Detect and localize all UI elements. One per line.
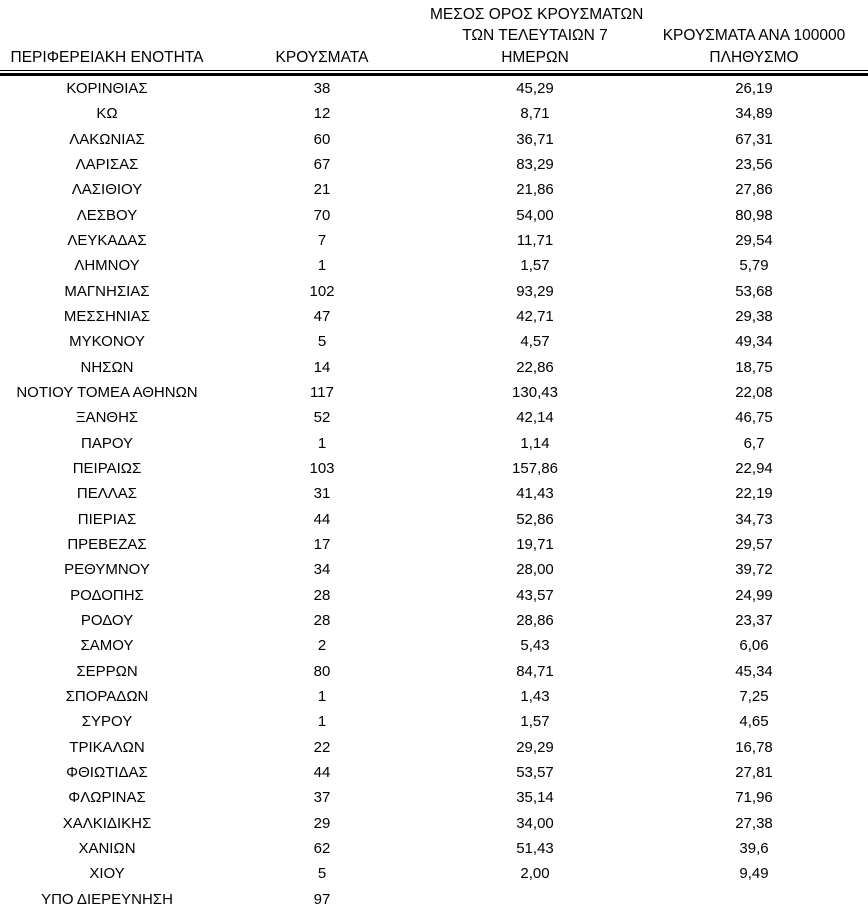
cases-cell: 28 [313,611,331,629]
cases-cell: 28 [313,586,331,604]
region-cell: ΠΙΕΡΙΑΣ [77,510,137,528]
table-row [0,735,868,760]
table-row [0,405,868,430]
region-cell: ΧΙΟΥ [89,865,125,883]
region-cell: ΛΕΣΒΟΥ [76,206,138,224]
per-100k-cell: 27,86 [735,181,773,199]
cases-cell: 34 [313,561,331,579]
7day-average-cell: 19,71 [516,535,554,553]
region-cell: ΛΗΜΝΟΥ [74,257,140,275]
7day-average-cell: 43,57 [516,586,554,604]
per-100k-cell: 9,49 [739,865,769,883]
region-cell: ΛΑΚΩΝΙΑΣ [69,130,145,148]
table-row [0,355,868,380]
per-100k-cell: 45,34 [735,662,773,680]
table-row [0,836,868,861]
table-row [0,304,868,329]
7day-average-cell: 52,86 [516,510,554,528]
cases-cell: 12 [313,105,331,123]
table-row [0,279,868,304]
region-cell: ΦΛΩΡΙΝΑΣ [68,789,146,807]
table-row [0,659,868,684]
table-row [0,633,868,658]
cases-cell: 38 [313,80,331,97]
region-cell: ΝΟΤΙΟΥ ΤΟΜΕΑ ΑΘΗΝΩΝ [16,383,198,401]
column-header-per-100k-line1: ΚΡΟΥΣΜΑΤΑ ΑΝΑ 100000 [662,27,846,44]
cases-cell: 44 [313,510,331,528]
per-100k-cell: 29,57 [735,535,773,553]
cases-cell: 5 [317,865,327,883]
table-header [0,0,868,70]
7day-average-cell: 36,71 [516,130,554,148]
7day-average-cell: 83,29 [516,155,554,173]
per-100k-cell: 34,89 [735,105,773,123]
7day-average-cell: 41,43 [516,485,554,503]
7day-average-cell: 1,57 [520,257,550,275]
column-header-cases [214,47,430,71]
table-row [0,380,868,405]
per-100k-cell: 67,31 [735,130,773,148]
table-row [0,203,868,228]
per-100k-cell: 26,19 [735,80,773,97]
table-row [0,228,868,253]
region-cell: ΧΑΝΙΩΝ [78,839,136,857]
cases-cell: 97 [313,890,331,908]
per-100k-cell: 29,54 [735,231,773,249]
per-100k-cell: 23,37 [735,611,773,629]
cases-cell: 60 [313,130,331,148]
per-100k-cell: 80,98 [735,206,773,224]
7day-average-cell: 5,43 [520,637,550,655]
cases-cell: 17 [313,535,331,553]
table-row [0,177,868,202]
table-row [0,431,868,456]
table-row [0,811,868,836]
cases-cell: 14 [313,358,331,376]
region-cell: ΥΠΟ ΔΙΕΡΕΥΝΗΣΗ [41,890,173,908]
7day-average-cell: 157,86 [512,459,558,477]
table-row [0,101,868,126]
table-row [0,152,868,177]
region-cell: ΡΟΔΟΠΗΣ [70,586,144,604]
per-100k-cell: 71,96 [735,789,773,807]
column-header-cases-label: ΚΡΟΥΣΜΑΤΑ [275,48,369,66]
cases-cell: 102 [309,282,335,300]
cases-cell: 1 [317,434,327,452]
column-header-7day-average-line2: ΤΩΝ ΤΕΛΕΥΤΑΙΩΝ 7 [462,27,608,44]
table-row [0,583,868,608]
7day-average-cell: 4,57 [520,333,550,351]
cases-cell: 1 [317,257,327,275]
table-body [0,76,868,912]
7day-average-cell: 8,71 [520,105,550,123]
cases-cell: 70 [313,206,331,224]
7day-average-cell: 2,00 [520,865,550,883]
region-cell: ΜΑΓΝΗΣΙΑΣ [64,282,150,300]
region-cell: ΛΑΣΙΘΙΟΥ [71,181,143,199]
table-row [0,608,868,633]
7day-average-cell: 84,71 [516,662,554,680]
7day-average-cell: 34,00 [516,814,554,832]
cases-cell: 22 [313,738,331,756]
per-100k-cell: 24,99 [735,586,773,604]
region-cell: ΛΑΡΙΣΑΣ [75,155,139,173]
region-cell: ΣΠΟΡΑΔΩΝ [65,687,149,705]
cases-cell: 7 [317,231,327,249]
region-cell: ΡΕΘΥΜΝΟΥ [64,561,150,579]
7day-average-cell: 11,71 [516,231,554,249]
table-row [0,887,868,912]
region-cell: ΦΘΙΩΤΙΔΑΣ [66,763,148,781]
cases-cell: 117 [310,383,334,401]
table-row [0,127,868,152]
region-cell: ΣΕΡΡΩΝ [76,662,138,680]
table-row [0,785,868,810]
per-100k-cell: 7,25 [739,687,769,705]
7day-average-cell: 130,43 [512,383,558,401]
region-cell: ΠΡΕΒΕΖΑΣ [67,535,147,553]
7day-average-cell: 42,71 [516,307,554,325]
column-header-7day-average-line3: ΗΜΕΡΩΝ [501,48,569,66]
cases-cell: 2 [317,637,327,655]
region-cell: ΤΡΙΚΑΛΩΝ [69,738,145,756]
per-100k-cell: 39,6 [739,839,769,857]
region-cell: ΠΕΙΡΑΙΩΣ [72,459,142,477]
per-100k-cell: 18,75 [735,358,773,376]
region-cell: ΜΥΚΟΝΟΥ [69,333,145,351]
7day-average-cell: 53,57 [516,763,554,781]
7day-average-cell: 93,29 [516,282,554,300]
table-row [0,684,868,709]
7day-average-cell: 51,43 [516,839,554,857]
cases-cell: 47 [313,307,331,325]
per-100k-cell: 29,38 [735,307,773,325]
table-row [0,760,868,785]
cases-cell: 29 [313,814,331,832]
table-row [0,557,868,582]
column-header-per-100k [640,25,868,70]
per-100k-cell: 5,79 [739,257,769,275]
7day-average-cell: 1,43 [520,687,550,705]
table-row [0,709,868,734]
region-cell: ΠΑΡΟΥ [80,434,134,452]
per-100k-cell: 27,38 [735,814,773,832]
column-header-per-100k-line2: ΠΛΗΘΥΣΜΟ [709,48,799,66]
table-row [0,329,868,354]
per-100k-cell: 46,75 [735,409,773,427]
7day-average-cell: 1,14 [520,434,550,452]
per-100k-cell: 6,7 [743,434,765,452]
per-100k-cell: 6,06 [739,637,769,655]
table-row [0,861,868,886]
cases-cell: 21 [313,181,331,199]
column-header-region [0,47,214,71]
per-100k-cell: 39,72 [735,561,773,579]
per-100k-cell: 27,81 [735,763,773,781]
7day-average-cell: 42,14 [516,409,554,427]
table-row [0,481,868,506]
column-header-7day-average-line1: ΜΕΣΟΣ ΟΡΟΣ ΚΡΟΥΣΜΑΤΩΝ [430,5,644,23]
region-cell: ΠΕΛΛΑΣ [76,485,138,503]
cases-cell: 103 [309,459,335,477]
region-cell: ΣΥΡΟΥ [81,713,133,731]
cases-cell: 1 [317,713,327,731]
7day-average-cell: 1,57 [520,713,550,731]
region-cell: ΧΑΛΚΙΔΙΚΗΣ [62,814,152,832]
table-row [0,76,868,101]
region-cell: ΚΩ [96,105,118,123]
cases-cell: 5 [317,333,327,351]
region-cell: ΜΕΣΣΗΝΙΑΣ [63,307,151,325]
cases-cell: 62 [313,839,331,857]
cases-cell: 44 [313,763,331,781]
cases-cell: 37 [313,789,331,807]
region-cell: ΛΕΥΚΑΔΑΣ [67,231,147,249]
column-header-region-label: ΠΕΡΙΦΕΡΕΙΑΚΗ ΕΝΟΤΗΤΑ [10,48,204,66]
7day-average-cell: 22,86 [516,358,554,376]
per-100k-cell: 34,73 [735,510,773,528]
7day-average-cell: 28,00 [516,561,554,579]
region-cell: ΞΑΝΘΗΣ [75,409,139,427]
per-100k-cell: 23,56 [735,155,773,173]
per-100k-cell: 22,19 [735,485,773,503]
region-cell: ΚΟΡΙΝΘΙΑΣ [66,80,148,97]
cases-cell: 80 [313,662,331,680]
cases-cell: 52 [313,409,331,427]
per-100k-cell: 4,65 [739,713,769,731]
table-row [0,456,868,481]
7day-average-cell: 28,86 [516,611,554,629]
cases-cell: 31 [313,485,331,503]
per-100k-cell: 53,68 [735,282,773,300]
per-100k-cell: 22,94 [735,459,773,477]
cases-cell: 1 [317,687,327,705]
column-header-7day-average [430,4,644,71]
region-cell: ΡΟΔΟΥ [80,611,134,629]
table-row [0,507,868,532]
per-100k-cell: 49,34 [735,333,773,351]
table-row [0,253,868,278]
region-cell: ΣΑΜΟΥ [80,637,134,655]
per-100k-cell: 16,78 [735,738,773,756]
per-100k-cell: 22,08 [735,383,773,401]
7day-average-cell: 29,29 [516,738,554,756]
7day-average-cell: 21,86 [516,181,554,199]
table-row [0,532,868,557]
7day-average-cell: 54,00 [516,206,554,224]
7day-average-cell: 45,29 [516,80,554,97]
7day-average-cell: 35,14 [516,789,554,807]
cases-cell: 67 [313,155,331,173]
region-cell: ΝΗΣΩΝ [80,358,134,376]
